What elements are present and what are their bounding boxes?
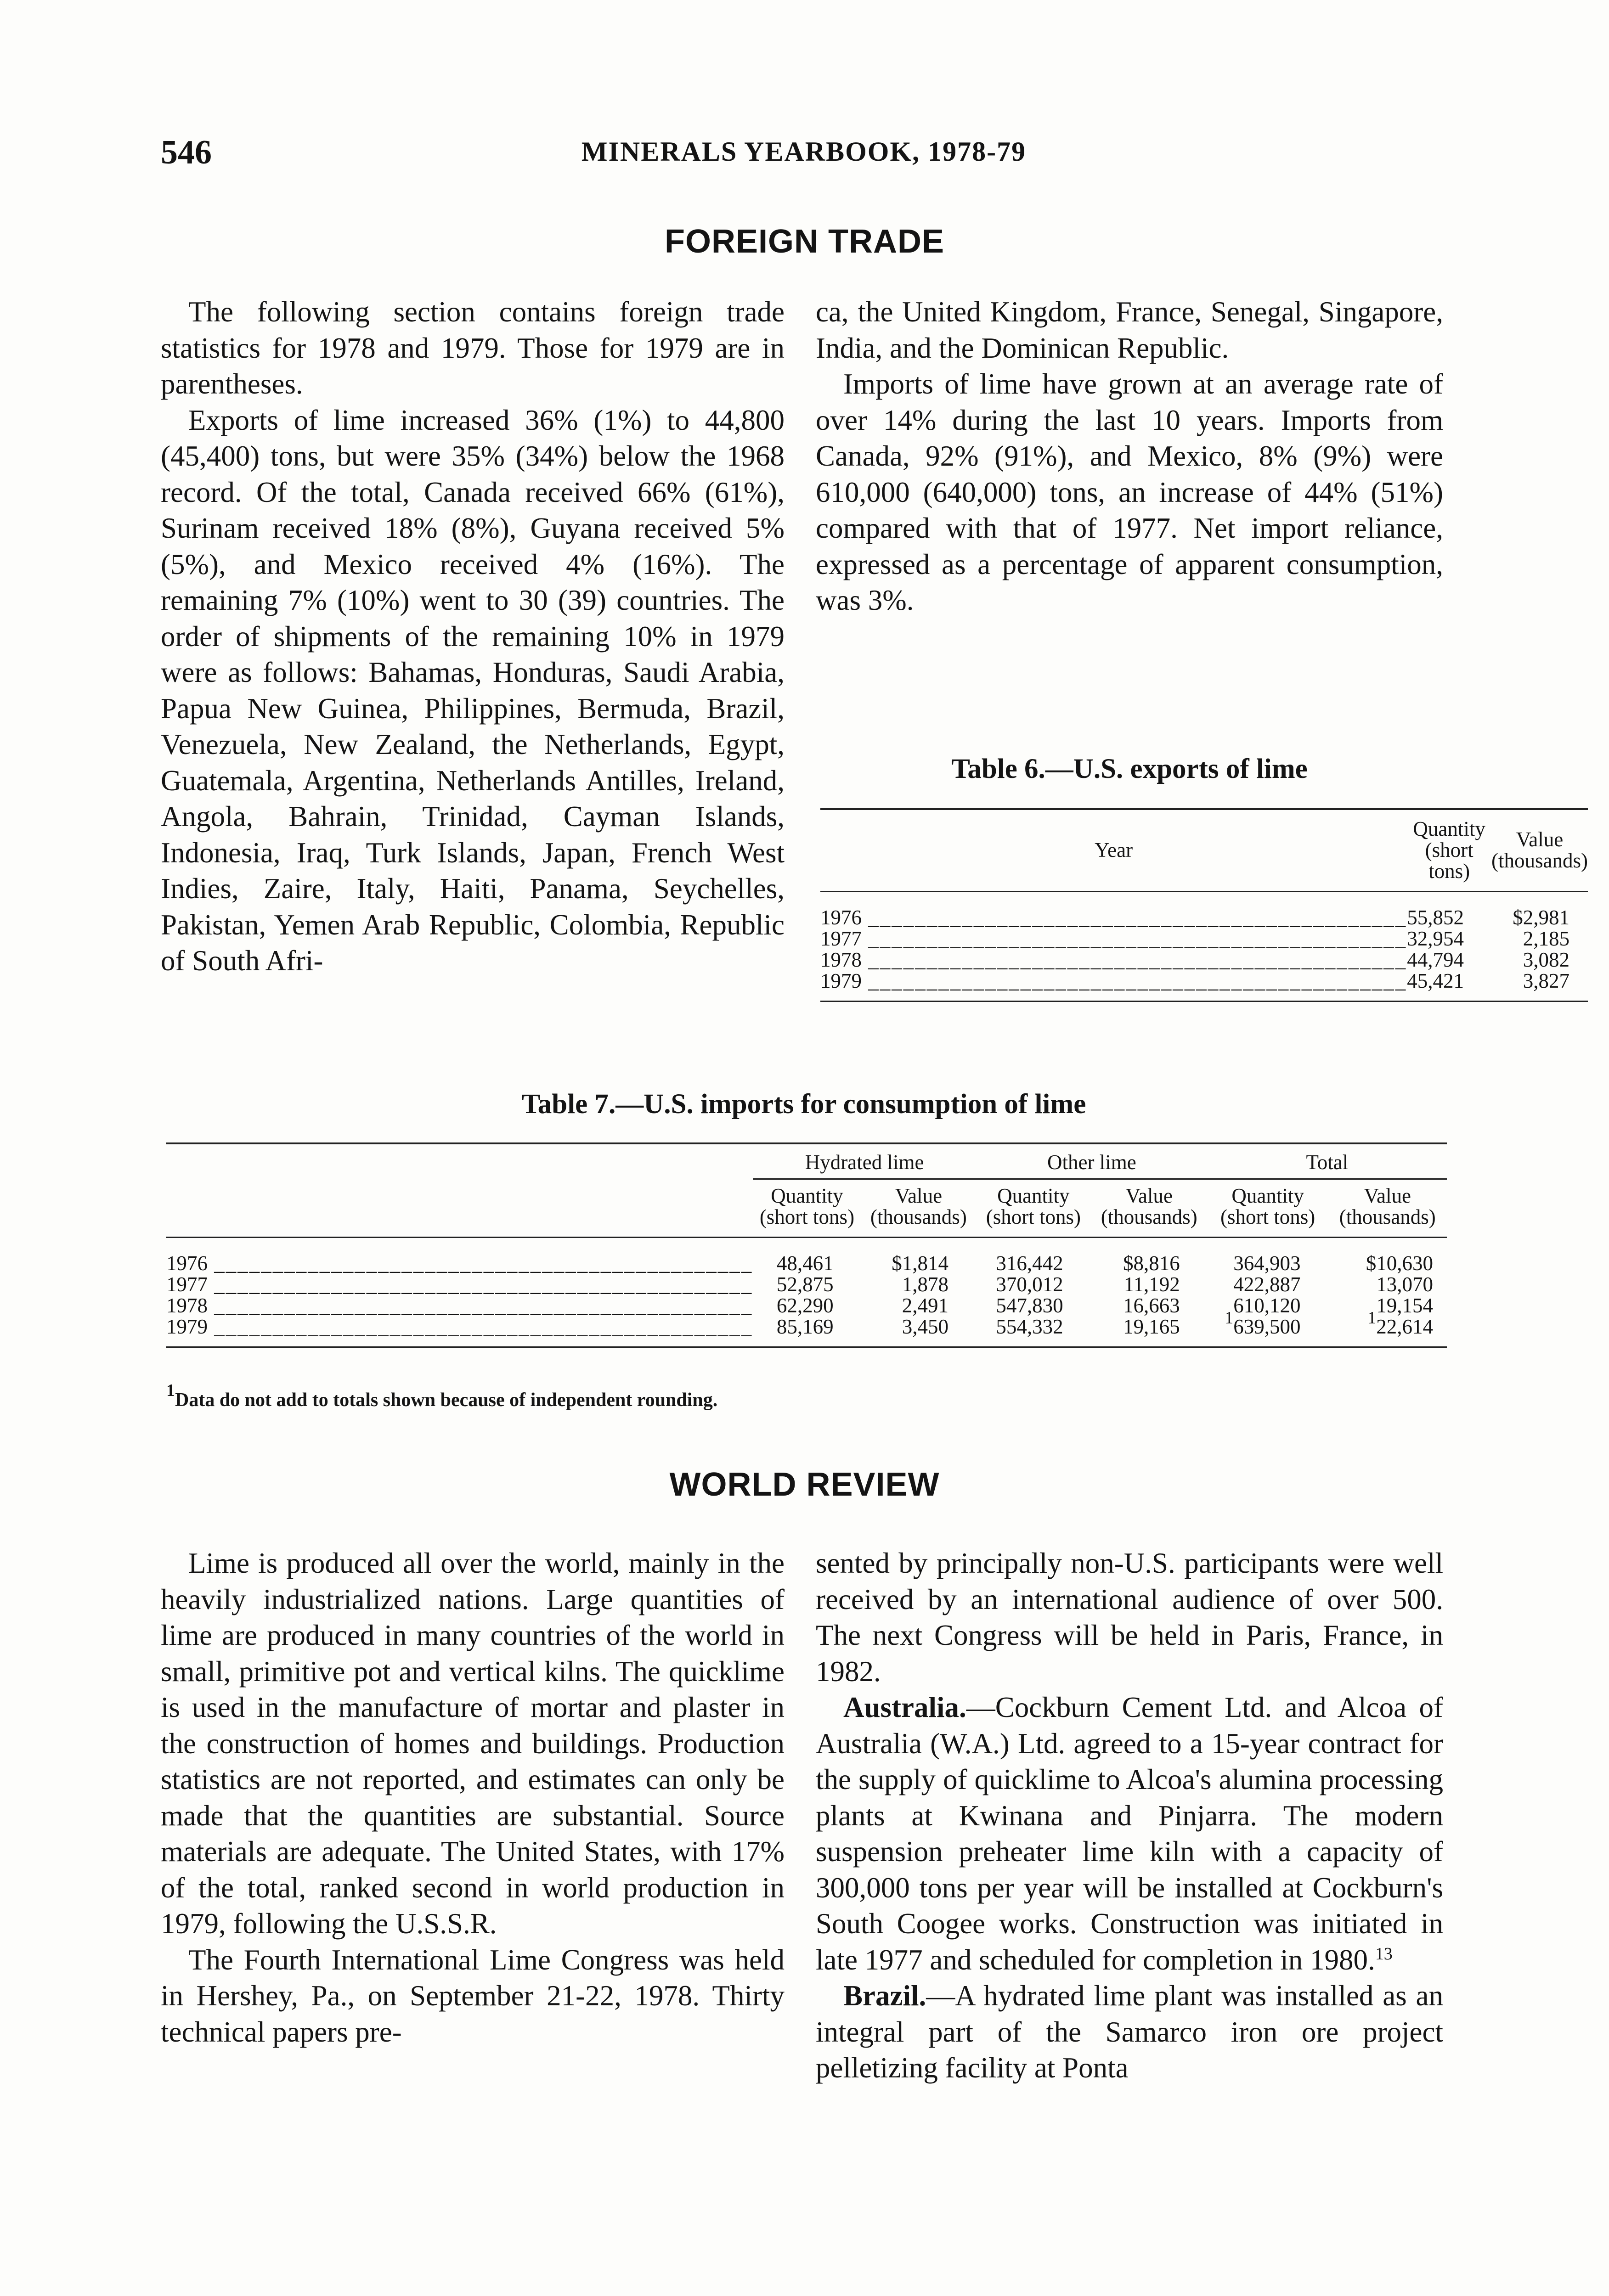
running-title: MINERALS YEARBOOK, 1978-79 <box>581 136 1027 167</box>
paragraph: Lime is produced all over the world, mainly in the heavily industrialized nations. Large quantities of lime are produced in many countries of the world in small, primitive pot and vertical kilns. The quicklime is used in the manufacture of mortar and plaster in the construction of homes and buildings. Production statistics are not reported, and estimates can only be made that the quantities are substantial. Source materials are adequate. The United States, with 17% of the total, ranked second in world production in 1979, following the U.S.S.R. <box>161 1547 785 1940</box>
other-quantity: 547,830 <box>996 1294 1063 1317</box>
column-header-value <box>1091 1179 1208 1238</box>
hydrated-quantity: 62,290 <box>776 1294 834 1317</box>
paragraph: Exports of lime increased 36% (1%) to 44,800 (45,400) tons, but were 35% (34%) below the 1968 record. Of the total, Canada received 66% (61%), Surinam received 18% (8%), Guyana received 5% (5%), and Mexico received 4% (16%). The remaining 7% (10%) went to 30 (39) countries. The order of shipments of the remaining 10% in 1979 were as follows: Bahamas, Honduras, Saudi Arabia, Papua New Guinea, Philippines, Bermuda, Brazil, Venezuela, New Zealand, the Netherlands, Egypt, Guatemala, Argentina, Netherlands Antilles, Ireland, Angola, Bahrain, Trinidad, Cayman Islands, Indonesia, Iraq, Turk Islands, Japan, French West Indies, Zaire, Italy, Haiti, Panama, Seychelles, Pakistan, Yemen Arab Republic, Colombia, Republic of South Afri- <box>161 404 785 977</box>
page-number: 546 <box>161 134 212 171</box>
table-row <box>820 949 1588 970</box>
row-quantity: 44,794 <box>1407 948 1464 971</box>
column-header-quantity <box>1407 809 1491 892</box>
hydrated-quantity: 52,875 <box>776 1273 834 1296</box>
quantity-unit: (short tons) <box>1425 838 1474 883</box>
table7-group-header-row <box>166 1143 1447 1179</box>
hydrated-value: 1,878 <box>902 1273 948 1296</box>
total-value: 19,154 <box>1376 1294 1433 1317</box>
value-label: Value <box>895 1184 943 1207</box>
footnote-marker: 1 <box>1367 1308 1377 1328</box>
column-header-quantity <box>1208 1179 1328 1238</box>
footnote-text: Data do not add to totals shown because of independent rounding. <box>175 1390 718 1411</box>
row-quantity: 55,852 <box>1407 906 1464 929</box>
paragraph-text: —Cockburn Cement Ltd. and Alcoa of Australia (W.A.) Ltd. agreed to a 15-year contract for the supply of quicklime to Alcoa's alumina processing plants at Kwinana and Pinjarra. The modern suspension preheater lime kiln with a capacity of 300,000 tons per year will be installed at Cockburn's South Coogee works. Construction was initiated in late 1977 and scheduled for completion in 1980. <box>816 1691 1443 1976</box>
row-quantity: 45,421 <box>1407 969 1464 992</box>
column-header-year: Year <box>1095 838 1133 861</box>
country-label: Australia. <box>843 1691 966 1723</box>
group-header-hydrated-lime: Hydrated lime <box>753 1143 976 1179</box>
quantity-unit: (short tons) <box>1220 1205 1315 1228</box>
value-unit: (thousands) <box>870 1205 967 1228</box>
row-year: 1976 _____ <box>166 1238 753 1274</box>
row-year: 1978 _____ <box>820 949 1407 970</box>
paragraph: ca, the United Kingdom, France, Senegal, Singapore, India, and the Dominican Republic. <box>816 296 1443 364</box>
total-value: 13,070 <box>1376 1273 1433 1296</box>
hydrated-value: 2,491 <box>902 1294 948 1317</box>
table6 <box>820 808 1588 1002</box>
world-review-heading: WORLD REVIEW <box>669 1466 940 1503</box>
table7-column-header-row <box>166 1179 1447 1238</box>
column-header-quantity <box>753 1179 861 1238</box>
value-unit: (thousands) <box>1491 849 1588 872</box>
paragraph: Imports of lime have grown at an average rate of over 14% during the last 10 years. Imports from Canada, 92% (91%), and Mexico, 8% (9%) were 610,000 (640,000) tons, an increase of 44% (51%) compared with that of 1977. Net import reliance, expressed as a percentage of apparent consumption, was 3%. <box>816 368 1443 616</box>
country-label: Brazil. <box>843 1980 926 2012</box>
row-year: 1977 _____ <box>820 928 1407 949</box>
column-header-value <box>1328 1179 1447 1238</box>
world-review-right-column <box>816 1545 1443 2086</box>
paragraph: sented by principally non-U.S. participants were well received by an international audience of over 500. The next Congress will be held in Paris, France, in 1982. <box>816 1547 1443 1688</box>
row-value: 3,827 <box>1523 969 1569 992</box>
hydrated-quantity: 85,169 <box>776 1315 834 1338</box>
table-row <box>820 892 1588 929</box>
quantity-label: Quantity <box>771 1184 843 1207</box>
value-unit: (thousands) <box>1339 1205 1436 1228</box>
other-quantity: 554,332 <box>996 1315 1063 1338</box>
table6-header-row <box>820 809 1588 892</box>
value-label: Value <box>1364 1184 1411 1207</box>
total-quantity-value: 639,500 <box>1233 1315 1301 1338</box>
table-row <box>166 1238 1447 1274</box>
hydrated-value: 3,450 <box>902 1315 948 1338</box>
quantity-label: Quantity <box>1231 1184 1304 1207</box>
row-year: 1979 _____ <box>166 1316 753 1347</box>
row-year: 1976 _____ <box>820 892 1407 929</box>
table7-footnote <box>166 1381 718 1411</box>
table7 <box>166 1142 1447 1348</box>
brazil-paragraph <box>816 1978 1443 2086</box>
quantity-label: Quantity <box>997 1184 1070 1207</box>
column-header-value <box>1491 809 1588 892</box>
blank-header <box>166 1179 753 1238</box>
total-quantity: 422,887 <box>1233 1273 1301 1296</box>
hydrated-quantity: 48,461 <box>776 1252 834 1275</box>
group-header-other-lime: Other lime <box>976 1143 1208 1179</box>
table-row <box>820 970 1588 1002</box>
other-quantity: 370,012 <box>996 1273 1063 1296</box>
paragraph-text: —A hydrated lime plant was installed as an integral part of the Samarco iron ore project pelletizing facility at Ponta <box>816 1980 1443 2084</box>
total-value: $10,630 <box>1366 1252 1433 1275</box>
australia-paragraph <box>816 1689 1443 1978</box>
total-quantity: 610,120 <box>1233 1294 1301 1317</box>
row-value: 2,185 <box>1523 927 1569 950</box>
row-year: 1978 _____ <box>166 1295 753 1316</box>
other-value: 19,165 <box>1123 1315 1180 1338</box>
footnote-marker: 1 <box>1225 1308 1234 1328</box>
row-year: 1977 _____ <box>166 1274 753 1295</box>
other-quantity: 316,442 <box>996 1252 1063 1275</box>
paragraph: The Fourth International Lime Congress was held in Hershey, Pa., on September 21-22, 1978. Thirty technical papers pre- <box>161 1943 785 2048</box>
world-review-left-column <box>161 1545 785 2050</box>
quantity-unit: (short tons) <box>986 1205 1081 1228</box>
footnote-marker: 1 <box>166 1381 175 1400</box>
quantity-label: Quantity <box>1413 817 1485 840</box>
foreign-trade-right-column <box>816 294 1443 619</box>
value-label: Value <box>1516 828 1564 851</box>
table6-caption: Table 6.—U.S. exports of lime <box>951 754 1308 784</box>
column-header-quantity <box>976 1179 1091 1238</box>
table-row <box>820 928 1588 949</box>
total-quantity: 364,903 <box>1233 1252 1301 1275</box>
quantity-unit: (short tons) <box>759 1205 855 1228</box>
row-year: 1979 _____ <box>820 970 1407 1002</box>
value-label: Value <box>1125 1184 1173 1207</box>
column-header-value <box>861 1179 976 1238</box>
table-row <box>166 1274 1447 1295</box>
paragraph: The following section contains foreign trade statistics for 1978 and 1979. Those for 1979 are in parentheses. <box>161 296 785 400</box>
row-value: 3,082 <box>1523 948 1569 971</box>
group-header-total: Total <box>1208 1143 1447 1179</box>
table-row <box>166 1295 1447 1316</box>
total-value <box>1328 1308 1447 1347</box>
blank-header <box>166 1143 753 1179</box>
other-value: 16,663 <box>1123 1294 1180 1317</box>
total-quantity <box>1208 1308 1328 1347</box>
row-quantity: 32,954 <box>1407 927 1464 950</box>
other-value: 11,192 <box>1123 1273 1180 1296</box>
table7-caption: Table 7.—U.S. imports for consumption of lime <box>521 1089 1086 1120</box>
page-header <box>161 133 1447 179</box>
footnote-reference: 13 <box>1375 1944 1393 1964</box>
row-value: $2,981 <box>1513 906 1569 929</box>
hydrated-value: $1,814 <box>892 1252 948 1275</box>
value-unit: (thousands) <box>1101 1205 1197 1228</box>
foreign-trade-left-column <box>161 294 785 979</box>
foreign-trade-heading: FOREIGN TRADE <box>664 223 944 260</box>
other-value: $8,816 <box>1123 1252 1180 1275</box>
total-value-value: 22,614 <box>1376 1315 1433 1338</box>
table-row <box>166 1316 1447 1347</box>
